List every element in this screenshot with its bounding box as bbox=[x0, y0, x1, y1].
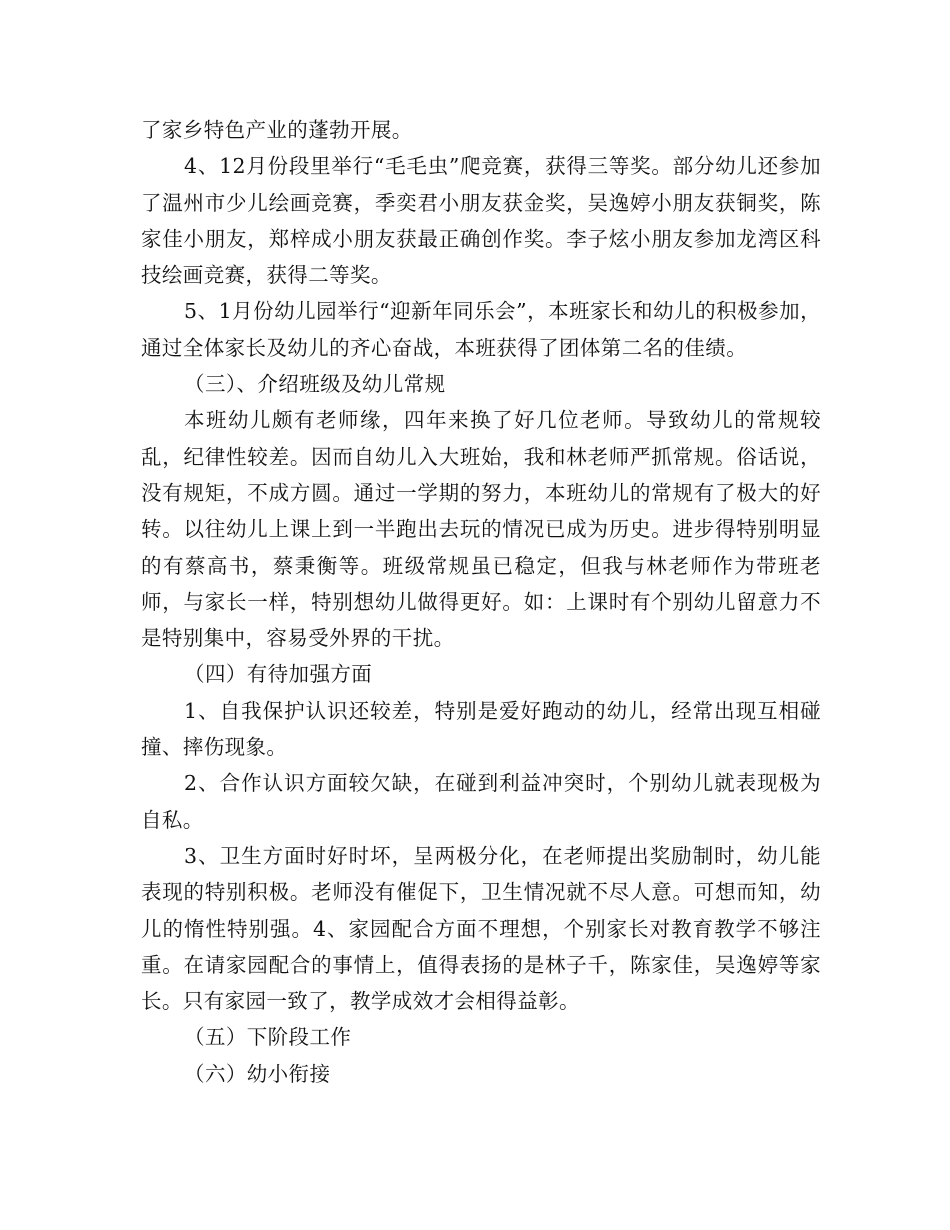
paragraph-improvement-1: 1、自我保护认识还较差，特别是爱好跑动的幼儿，经常出现互相碰撞、摔伤现象。 bbox=[141, 698, 821, 760]
paragraph-improvement-3-4: 3、卫生方面时好时坏，呈两极分化，在老师提出奖励制时，幼儿能表现的特别积极。老师没有催促下，卫生情况就不尽人意。可想而知，幼儿的惰性特别强。4、家园配合方面不理想，个别家长对教育教学不够注重。在请家园配合的事情上，值得表扬的是林子千，陈家佳，吴逸婷等家长。只有家园一致了，教学成效才会相得益彰。 bbox=[141, 843, 821, 1014]
paragraph-class-routine: 本班幼儿颇有老师缘，四年来换了好几位老师。导致幼儿的常规较乱，纪律性较差。因而自幼儿入大班始，我和林老师严抓常规。俗话说，没有规矩，不成方圆。通过一学期的努力，本班幼儿的常规有了极大的好转。以往幼儿上课上到一半跑出去玩的情况已成为历史。进步得特别明显的有蔡高书，蔡秉衡等。班级常规虽已稳定，但我与林老师作为带班老师，与家长一样，特别想幼儿做得更好。如：上课时有个别幼儿留意力不是特别集中，容易受外界的干扰。 bbox=[141, 408, 821, 651]
paragraph-award-item-4: 4、12月份段里举行“毛毛虫”爬竞赛，获得三等奖。部分幼儿还参加了温州市少儿绘画竞赛，季奕君小朋友获金奖，吴逸婷小朋友获铜奖，陈家佳小朋友，郑梓成小朋友获最正确创作奖。李子炫小朋友参加龙湾区科技绘画竞赛，获得二等奖。 bbox=[141, 154, 821, 288]
section-heading-4: （四）有待加强方面 bbox=[184, 662, 373, 687]
document-body bbox=[141, 112, 821, 1092]
section-heading-3: （三）、介绍班级及幼儿常规 bbox=[184, 372, 446, 397]
paragraph-continuation: 了家乡特色产业的蓬勃开展。 bbox=[141, 118, 413, 142]
section-heading-6: （六）幼小衔接 bbox=[184, 1061, 331, 1086]
section-heading-5: （五）下阶段工作 bbox=[184, 1025, 352, 1050]
paragraph-improvement-2: 2、合作认识方面较欠缺，在碰到利益冲突时，个别幼儿就表现极为自私。 bbox=[141, 771, 821, 832]
paragraph-award-item-5: 5、1月份幼儿园举行“迎新年同乐会”，本班家长和幼儿的积极参加，通过全体家长及幼儿的齐心奋战，本班获得了团体第二名的佳绩。 bbox=[141, 299, 821, 360]
